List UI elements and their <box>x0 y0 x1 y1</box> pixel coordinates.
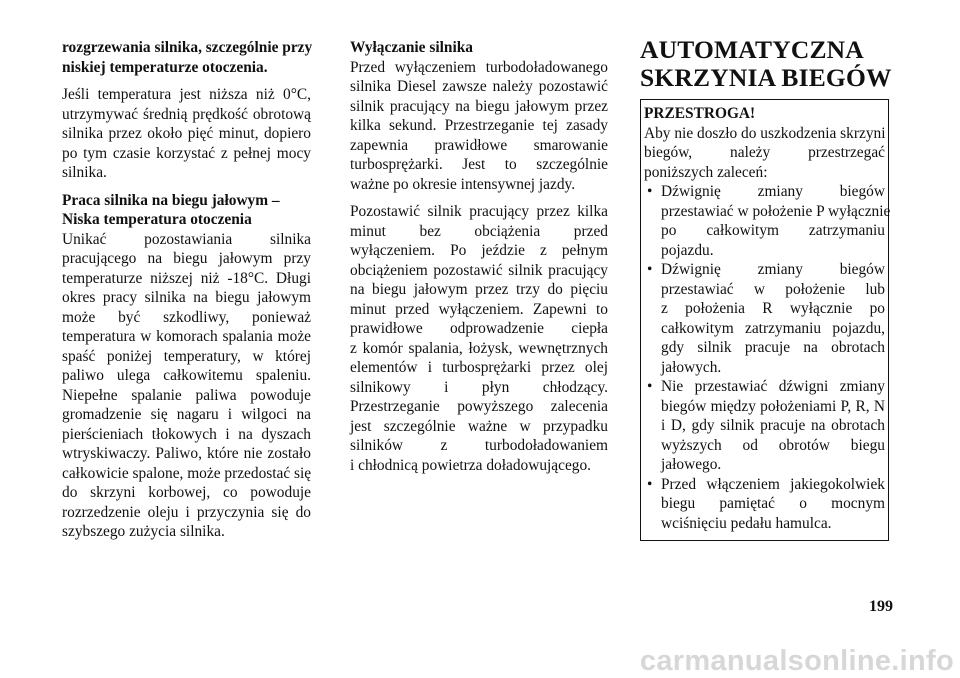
text-line: do skrzyni korbowej, co powoduje <box>62 484 311 501</box>
text-line: gromadzenie się nagaru i wilgoci na <box>62 406 311 423</box>
section-title <box>640 36 892 92</box>
page-number: 199 <box>869 598 893 615</box>
text-line: minut przed wyłączeniem. Zapewni to <box>350 300 608 318</box>
text-line: i D, gdy silnik pracuje na obrotach <box>661 417 885 434</box>
text-line: wyższych od obrotów biegu <box>661 436 885 454</box>
text-line: całkowitym zatrzymaniu pojazdu, <box>661 319 885 337</box>
text-line: minut bez obciążenia przed <box>350 222 608 240</box>
caution-box <box>640 99 889 541</box>
text-line: silnikowy i płyn chłodzący. <box>350 378 608 396</box>
text-line: paliwo ulega całkowitemu spaleniu. <box>62 367 311 384</box>
text-line: • Nie przestawiać dźwigni zmiany <box>661 378 885 395</box>
text-line: okres pracy silnika na biegu jałowym <box>62 289 311 306</box>
text-line: spaść poniżej temperatury, w której <box>62 347 311 365</box>
text-line: poniższych zaleceń: <box>644 163 768 181</box>
text-line: przestawiać w położenie P wyłącznie <box>661 202 891 220</box>
bullet-item <box>644 182 891 260</box>
text-line: całkowicie spalone, może przedostać się <box>62 464 312 482</box>
text-line: niskiej temperaturze otoczenia. <box>62 58 268 76</box>
text-line: ważne po okresie intensywnej jazdy. <box>350 175 576 193</box>
text-line: temperatura w komorach spalania może <box>62 328 311 345</box>
text-line: silników z turbodoładowaniem <box>350 437 608 454</box>
text-line: jałowego. <box>661 456 722 473</box>
text-line: jałowych. <box>661 358 722 376</box>
text-line: z położenia R wyłącznie po <box>661 300 885 317</box>
text-line: i chłodnicą powietrza doładowującego. <box>350 456 592 474</box>
text-line: wtryskiwaczy. Paliwo, które nie zostało <box>62 445 311 462</box>
text-line: na biegu jałowym przez trzy do pięciu <box>350 281 608 298</box>
text-line: silnika Diesel zawsze należy pozostawić <box>350 78 608 95</box>
text-line: • Dźwignię zmiany biegów <box>661 183 885 200</box>
caution-title: PRZESTROGA! <box>644 105 756 122</box>
text-line: biegów, należy przestrzegać <box>644 144 885 161</box>
engine-shutdown-paragraph-2 <box>350 202 608 475</box>
text-line: pracującego na biegu jałowym przy <box>62 250 311 267</box>
text-line: rozgrzewania silnika, szczególnie przy <box>62 39 313 56</box>
text-line: wciśnięciu pedału hamulca. <box>661 514 832 532</box>
left-column <box>62 38 311 550</box>
section-title-line: SKRZYNIA BIEGÓW <box>640 63 892 92</box>
text-line: wyłączeniem. Po jeździe z pełnym <box>350 242 608 259</box>
text-line: Niska temperatura otoczenia <box>62 211 252 228</box>
text-line: • Dźwignię zmiany biegów <box>661 261 885 278</box>
text-line: biegu pamiętać o mocnym <box>661 495 885 512</box>
text-line: utrzymywać średnią prędkość obrotową <box>62 105 311 123</box>
text-line: Aby nie doszło do uszkodzenia skrzyni <box>644 124 886 142</box>
text-line: Przestrzeganie powyższego zalecenia <box>350 398 608 415</box>
text-line: szybszego zużycia silnika. <box>62 523 225 540</box>
engine-shutdown-section <box>350 38 608 194</box>
text-line: • Przed włączeniem jakiegokolwiek <box>661 475 885 493</box>
text-line: może być szkodliwy, ponieważ <box>62 308 311 326</box>
engine-shutdown-heading: Wyłączanie silnika <box>350 39 473 56</box>
text-line: Pozostawić silnik pracujący przez kilka <box>350 203 608 220</box>
continued-heading <box>62 38 311 77</box>
middle-column <box>350 38 608 483</box>
text-line: biegów między położeniami P, R, N <box>661 397 885 415</box>
text-line: Przed wyłączeniem turbodoładowanego <box>350 58 608 76</box>
text-line: Niepełne spalanie paliwa powoduje <box>62 386 311 404</box>
text-line: po tym czasie korzystać z pełnej mocy <box>62 144 311 162</box>
text-line: temperaturze niższej niż -18°C. Długi <box>62 269 311 287</box>
bullet-item <box>644 475 885 534</box>
idle-low-temp-heading <box>62 191 311 230</box>
text-line: gdy silnik pracuje na obrotach <box>661 339 885 356</box>
idle-low-temp-paragraph <box>62 230 311 542</box>
text-line: silnika przez około pięć minut, dopiero <box>62 125 311 142</box>
text-line: pierścieniach tłokowych i na dyszach <box>62 425 311 443</box>
text-line: rozrzedzenie oleju i przyczynia się do <box>62 503 311 521</box>
cold-temperature-paragraph <box>62 85 311 183</box>
bullet-item <box>644 377 885 475</box>
text-line: z komór spalania, łożysk, wewnętrznych <box>350 339 608 357</box>
section-title-line: AUTOMATYCZNA <box>640 35 864 64</box>
text-line: silnika. <box>62 164 107 181</box>
text-line: turbosprężarki. Jest to szczególnie <box>350 156 608 173</box>
text-line: obciążeniem pozostawić silnik pracujący <box>350 261 608 279</box>
text-line: Praca silnika na biegu jałowym – <box>62 191 280 209</box>
text-line: prawidłowe odprowadzenie ciepła <box>350 320 608 337</box>
text-line: Jeśli temperatura jest niższa niż 0°C, <box>62 86 311 103</box>
text-line: przestawiać w położenie lub <box>661 280 885 298</box>
text-line: po całkowitym zatrzymaniu <box>661 222 885 239</box>
text-line: Unikać pozostawiania silnika <box>62 230 311 248</box>
text-line: silnik pracujący na biegu jałowym przez <box>350 97 608 115</box>
text-line: elementów i turbosprężarki przez olej <box>350 359 608 376</box>
text-line: kilka sekund. Przestrzeganie tej zasady <box>350 117 608 134</box>
text-line: pojazdu. <box>661 241 714 259</box>
bullet-item <box>644 260 885 377</box>
text-line: zapewnia prawidłowe smarowanie <box>350 136 608 154</box>
site-watermark: carmanualsonline.info <box>639 645 954 677</box>
text-line: jest szczególnie ważne w przypadku <box>350 417 608 435</box>
